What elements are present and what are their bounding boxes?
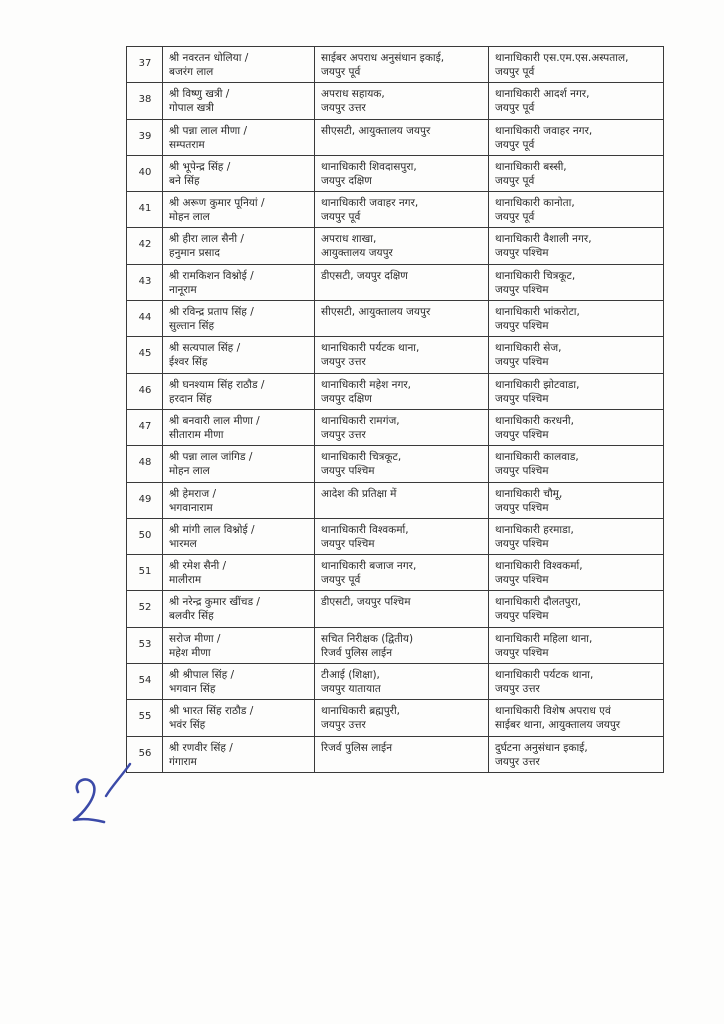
current-posting-line-2: जयपुर पूर्व <box>321 211 361 224</box>
current-posting-line-1: अपराध सहायक, <box>321 88 385 101</box>
officer-name: श्री रामकिशन विश्नोई / <box>169 269 254 282</box>
current-posting-line-2: जयपुर उत्तर <box>321 428 366 441</box>
new-posting-line-1: थानाधिकारी चित्रकूट, <box>495 269 576 282</box>
new-posting-line-2: जयपुर पूर्व <box>495 174 535 187</box>
new-posting-cell <box>489 301 664 337</box>
father-name: मालीराम <box>169 574 202 587</box>
father-name: भगवानाराम <box>169 501 213 514</box>
officer-name: श्री सत्यपाल सिंह / <box>169 342 241 355</box>
current-posting-cell <box>315 482 489 518</box>
officer-name: श्री भूपेन्द्र सिंह / <box>169 160 231 173</box>
current-posting-cell <box>315 736 489 772</box>
current-posting-line-2: जयपुर पश्चिम <box>321 465 375 478</box>
serial-number: 54 <box>127 664 163 700</box>
serial-number: 51 <box>127 555 163 591</box>
new-posting-line-1: थानाधिकारी सेज, <box>495 342 562 355</box>
current-posting-line-1: साईबर अपराध अनुसंधान इकाई, <box>321 52 445 64</box>
table-row <box>127 482 664 518</box>
new-posting-cell <box>489 264 664 300</box>
current-posting-cell <box>315 301 489 337</box>
officer-name: श्री श्रीपाल सिंह / <box>169 669 235 682</box>
officer-cell <box>163 664 315 700</box>
serial-number: 43 <box>127 264 163 300</box>
new-posting-cell <box>489 700 664 736</box>
new-posting-line-1: थानाधिकारी दौलतपुरा, <box>495 596 582 609</box>
officer-name: श्री हेमराज / <box>169 487 217 500</box>
serial-number: 45 <box>127 337 163 373</box>
current-posting-line-2: जयपुर दक्षिण <box>321 174 372 187</box>
current-posting-cell <box>315 192 489 228</box>
new-posting-cell <box>489 518 664 554</box>
current-posting-line-2: जयपुर यातायात <box>321 683 381 696</box>
current-posting-line-1: थानाधिकारी विश्वकर्मा, <box>321 523 409 536</box>
serial-number: 41 <box>127 192 163 228</box>
new-posting-cell <box>489 409 664 445</box>
new-posting-line-2: जयपुर पश्चिम <box>495 646 549 659</box>
officer-cell <box>163 591 315 627</box>
current-posting-line-1: सचित निरीक्षक (द्वितीय) <box>321 632 414 645</box>
serial-number: 42 <box>127 228 163 264</box>
current-posting-cell <box>315 591 489 627</box>
officer-cell <box>163 627 315 663</box>
current-posting-cell <box>315 664 489 700</box>
new-posting-line-2: जयपुर पश्चिम <box>495 574 549 587</box>
officer-name: श्री मांगी लाल विश्नोई / <box>169 523 255 536</box>
current-posting-line-1: टीआई (शिक्षा), <box>321 669 380 682</box>
new-posting-line-1: थानाधिकारी जवाहर नगर, <box>495 124 593 137</box>
new-posting-cell <box>489 83 664 119</box>
father-name: मोहन लाल <box>169 465 210 478</box>
serial-number: 46 <box>127 373 163 409</box>
officer-cell <box>163 446 315 482</box>
current-posting-cell <box>315 155 489 191</box>
officer-name: श्री रविन्द्र प्रताप सिंह / <box>169 306 254 319</box>
father-name: बलवीर सिंह <box>169 610 214 623</box>
officer-cell <box>163 409 315 445</box>
new-posting-line-1: दुर्घटना अनुसंधान इकाई, <box>495 741 588 754</box>
new-posting-cell <box>489 736 664 772</box>
current-posting-line-2: आयुक्तालय जयपुर <box>321 247 393 260</box>
new-posting-line-2: जयपुर पश्चिम <box>495 428 549 441</box>
new-posting-cell <box>489 155 664 191</box>
new-posting-line-1: थानाधिकारी चौमू, <box>495 487 563 500</box>
officer-cell <box>163 555 315 591</box>
new-posting-cell <box>489 228 664 264</box>
new-posting-line-1: थानाधिकारी करधनी, <box>495 414 574 427</box>
new-posting-cell <box>489 373 664 409</box>
current-posting-line-1: थानाधिकारी ब्रह्मपुरी, <box>321 705 401 718</box>
table-row <box>127 409 664 445</box>
new-posting-line-1: थानाधिकारी पर्यटक थाना, <box>495 669 594 682</box>
current-posting-line-1: थानाधिकारी पर्यटक थाना, <box>321 342 420 355</box>
current-posting-cell <box>315 83 489 119</box>
serial-number: 47 <box>127 409 163 445</box>
table-row <box>127 119 664 155</box>
officer-cell <box>163 119 315 155</box>
officer-cell <box>163 373 315 409</box>
table-row <box>127 301 664 337</box>
new-posting-cell <box>489 119 664 155</box>
officer-name: श्री नवरतन धोलिया / <box>169 52 249 64</box>
current-posting-line-1: अपराध शाखा, <box>321 233 377 246</box>
current-posting-cell <box>315 373 489 409</box>
new-posting-line-2: जयपुर पश्चिम <box>495 465 549 478</box>
new-posting-cell <box>489 664 664 700</box>
new-posting-line-2: जयपुर पूर्व <box>495 66 535 78</box>
new-posting-line-1: थानाधिकारी बस्सी, <box>495 160 567 173</box>
officer-cell <box>163 482 315 518</box>
table-row <box>127 664 664 700</box>
current-posting-line-1: रिजर्व पुलिस लाईन <box>321 741 393 754</box>
current-posting-cell <box>315 627 489 663</box>
table-row <box>127 264 664 300</box>
officer-cell <box>163 301 315 337</box>
officer-name: श्री नरेन्द्र कुमार खींचड / <box>169 596 260 609</box>
serial-number: 48 <box>127 446 163 482</box>
officer-name: श्री अरूण कुमार पूनियां / <box>169 197 265 210</box>
new-posting-line-2: जयपुर पूर्व <box>495 102 535 115</box>
table-row <box>127 591 664 627</box>
current-posting-line-1: थानाधिकारी रामगंज, <box>321 414 400 427</box>
officer-name: श्री रणवीर सिंह / <box>169 741 233 754</box>
table-row <box>127 373 664 409</box>
serial-number: 50 <box>127 518 163 554</box>
new-posting-line-2: जयपुर पूर्व <box>495 138 535 151</box>
father-name: हनुमान प्रसाद <box>169 247 220 260</box>
new-posting-line-2: साईबर थाना, आयुक्तालय जयपुर <box>495 719 621 732</box>
current-posting-line-1: थानाधिकारी शिवदासपुरा, <box>321 160 417 173</box>
new-posting-cell <box>489 591 664 627</box>
current-posting-cell <box>315 228 489 264</box>
current-posting-cell <box>315 119 489 155</box>
current-posting-cell <box>315 409 489 445</box>
current-posting-line-1: डीएसटी, जयपुर पश्चिम <box>321 596 411 609</box>
officer-name: श्री भारत सिंह राठौड / <box>169 705 254 718</box>
new-posting-line-1: थानाधिकारी विश्वकर्मा, <box>495 560 583 573</box>
officer-name: सरोज मीणा / <box>169 632 221 645</box>
current-posting-cell <box>315 47 489 83</box>
father-name: सुल्तान सिंह <box>169 320 215 333</box>
current-posting-line-2: जयपुर उत्तर <box>321 102 366 115</box>
serial-number: 39 <box>127 119 163 155</box>
table-row <box>127 228 664 264</box>
new-posting-cell <box>489 482 664 518</box>
father-name: महेश मीणा <box>169 646 211 659</box>
new-posting-line-2: जयपुर पूर्व <box>495 211 535 224</box>
officer-name: श्री रमेश सैनी / <box>169 560 227 573</box>
officer-cell <box>163 155 315 191</box>
table-row <box>127 83 664 119</box>
father-name: सीताराम मीणा <box>169 428 224 441</box>
current-posting-line-2: जयपुर दक्षिण <box>321 392 372 405</box>
table-row <box>127 337 664 373</box>
new-posting-cell <box>489 47 664 83</box>
new-posting-line-1: थानाधिकारी भांकरोटा, <box>495 306 580 319</box>
serial-number: 37 <box>127 47 163 83</box>
officer-cell <box>163 700 315 736</box>
new-posting-line-2: जयपुर पश्चिम <box>495 320 549 333</box>
table-row <box>127 47 664 83</box>
new-posting-cell <box>489 192 664 228</box>
handwritten-page-number-icon <box>64 756 144 836</box>
father-name: मोहन लाल <box>169 211 210 224</box>
serial-number: 44 <box>127 301 163 337</box>
father-name: भारमल <box>169 537 197 550</box>
father-name: भवंर सिंह <box>169 719 206 732</box>
officer-name: श्री पन्ना लाल जांगिड / <box>169 451 253 464</box>
new-posting-line-1: थानाधिकारी झोटवाडा, <box>495 378 580 391</box>
officer-cell <box>163 518 315 554</box>
transfer-table <box>126 46 664 773</box>
officer-cell <box>163 47 315 83</box>
current-posting-cell <box>315 446 489 482</box>
current-posting-line-1: थानाधिकारी महेश नगर, <box>321 378 411 391</box>
new-posting-line-1: थानाधिकारी महिला थाना, <box>495 632 593 645</box>
father-name: ईश्वर सिंह <box>169 356 208 369</box>
father-name: भगवान सिंह <box>169 683 216 696</box>
officer-cell <box>163 736 315 772</box>
table-row <box>127 155 664 191</box>
current-posting-cell <box>315 555 489 591</box>
current-posting-line-2: जयपुर पूर्व <box>321 66 361 78</box>
new-posting-cell <box>489 446 664 482</box>
current-posting-line-1: थानाधिकारी बजाज नगर, <box>321 560 417 573</box>
serial-number: 40 <box>127 155 163 191</box>
table-row <box>127 555 664 591</box>
officer-cell <box>163 337 315 373</box>
table-row <box>127 518 664 554</box>
officer-name: श्री घनश्याम सिंह राठौड / <box>169 378 265 391</box>
current-posting-line-1: थानाधिकारी जवाहर नगर, <box>321 197 419 210</box>
current-posting-cell <box>315 518 489 554</box>
father-name: गोपाल खत्री <box>169 102 214 115</box>
current-posting-line-1: थानाधिकारी चित्रकूट, <box>321 451 402 464</box>
current-posting-cell <box>315 337 489 373</box>
current-posting-cell <box>315 264 489 300</box>
new-posting-line-1: थानाधिकारी हरमाडा, <box>495 523 574 536</box>
new-posting-line-2: जयपुर उत्तर <box>495 683 540 696</box>
new-posting-line-1: थानाधिकारी वैशाली नगर, <box>495 233 592 246</box>
new-posting-line-1: थानाधिकारी विशेष अपराध एवं <box>495 705 611 718</box>
current-posting-line-2: जयपुर उत्तर <box>321 719 366 732</box>
officer-name: श्री हीरा लाल सैनी / <box>169 233 244 246</box>
father-name: बजरंग लाल <box>169 66 214 78</box>
transfer-table-body <box>127 47 664 773</box>
new-posting-line-2: जयपुर पश्चिम <box>495 392 549 405</box>
new-posting-line-2: जयपुर पश्चिम <box>495 610 549 623</box>
serial-number: 49 <box>127 482 163 518</box>
new-posting-line-2: जयपुर पश्चिम <box>495 283 549 296</box>
new-posting-line-2: जयपुर पश्चिम <box>495 537 549 550</box>
serial-number: 56 <box>127 736 163 772</box>
father-name: नानूराम <box>169 283 197 296</box>
current-posting-cell <box>315 700 489 736</box>
current-posting-line-2: जयपुर पश्चिम <box>321 537 375 550</box>
new-posting-line-1: थानाधिकारी कालवाड, <box>495 451 579 464</box>
officer-cell <box>163 192 315 228</box>
father-name: बने सिंह <box>169 174 200 187</box>
officer-cell <box>163 83 315 119</box>
father-name: सम्पतराम <box>169 138 205 151</box>
current-posting-line-2: जयपुर उत्तर <box>321 356 366 369</box>
new-posting-line-2: जयपुर पश्चिम <box>495 356 549 369</box>
table-row <box>127 192 664 228</box>
father-name: हरदान सिंह <box>169 392 212 405</box>
current-posting-line-2: जयपुर पूर्व <box>321 574 361 587</box>
current-posting-line-2: रिजर्व पुलिस लाईन <box>321 646 393 659</box>
officer-name: श्री बनवारी लाल मीणा / <box>169 414 260 427</box>
new-posting-cell <box>489 627 664 663</box>
officer-name: श्री विष्णु खत्री / <box>169 88 230 101</box>
current-posting-line-1: सीएसटी, आयुक्तालय जयपुर <box>321 306 431 319</box>
table-row <box>127 446 664 482</box>
current-posting-line-1: आदेश की प्रतिक्षा में <box>321 487 397 500</box>
current-posting-line-1: सीएसटी, आयुक्तालय जयपुर <box>321 124 431 137</box>
father-name: गंगाराम <box>169 755 197 768</box>
new-posting-line-2: जयपुर पश्चिम <box>495 501 549 514</box>
new-posting-line-2: जयपुर उत्तर <box>495 755 540 768</box>
table-row <box>127 700 664 736</box>
serial-number: 38 <box>127 83 163 119</box>
new-posting-line-2: जयपुर पश्चिम <box>495 247 549 260</box>
new-posting-line-1: थानाधिकारी आदर्श नगर, <box>495 88 590 101</box>
new-posting-cell <box>489 337 664 373</box>
table-row <box>127 627 664 663</box>
serial-number: 53 <box>127 627 163 663</box>
serial-number: 55 <box>127 700 163 736</box>
new-posting-cell <box>489 555 664 591</box>
officer-name: श्री पन्ना लाल मीणा / <box>169 124 247 137</box>
new-posting-line-1: थानाधिकारी कानोता, <box>495 197 575 210</box>
serial-number: 52 <box>127 591 163 627</box>
new-posting-line-1: थानाधिकारी एस.एम.एस.अस्पताल, <box>495 52 629 64</box>
officer-cell <box>163 228 315 264</box>
current-posting-line-1: डीएसटी, जयपुर दक्षिण <box>321 269 408 282</box>
table-row <box>127 736 664 772</box>
officer-cell <box>163 264 315 300</box>
